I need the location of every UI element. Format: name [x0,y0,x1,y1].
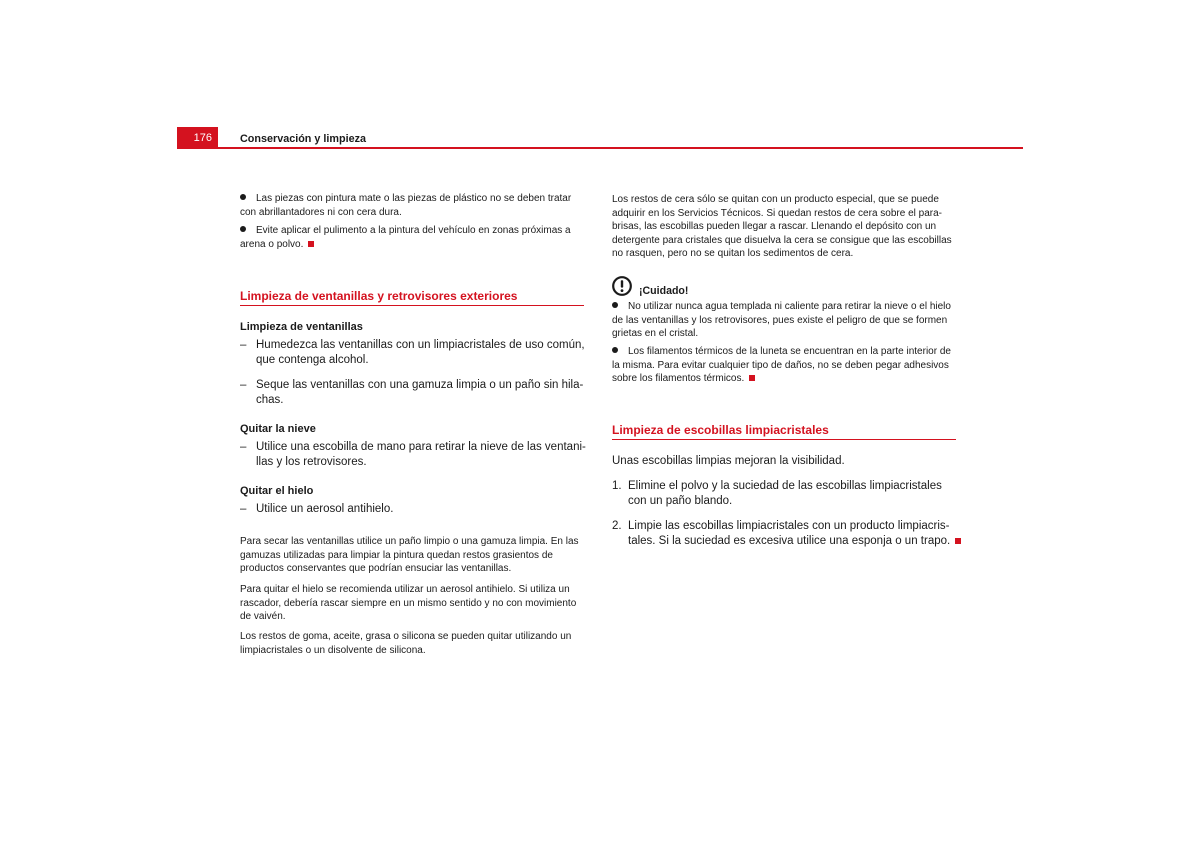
numbered-step [612,479,942,509]
bullet-dot-icon [240,194,246,200]
dash-marker: – [240,441,247,453]
section-intro: Unas escobillas limpias mejoran la visibilidad. [612,455,845,467]
note-paragraph: Para secar las ventanillas utilice un paño limpio o una gamuza limpia. En las gamuzas utilizadas para limpiar la pintura quedan restos grasientos de productos conservantes que podrían ensuciar las ventanillas. [240,536,579,575]
step-text: Utilice una escobilla de mano para retirar la nieve de las ventani- llas y los retrovisores. [256,441,586,468]
bullet-dot-icon [612,347,618,353]
caution-text: No utilizar nunca agua templada ni caliente para retirar la nieve o el hielo de las ventanillas y los retrovisores, pues existe el peligro de que se formen grietas en el cristal. [612,301,951,340]
step-text: Seque las ventanillas con una gamuza limpia o un paño sin hila- chas. [256,379,584,406]
dash-marker: – [240,379,247,391]
chapter-title: Conservación y limpieza [240,133,367,145]
note-paragraph: Los restos de goma, aceite, grasa o silicona se pueden quitar utilizando un limpiacristales o un disolvente de silicona. [240,631,572,656]
step-text: Utilice un aerosol antihielo. [256,503,394,515]
page-number: 176 [193,132,212,144]
end-of-section-square-icon [308,241,314,247]
subsection-title: Limpieza de ventanillas [240,321,363,333]
subsection-title: Quitar la nieve [240,423,316,435]
left-column [240,0,584,848]
page-number-badge [177,127,218,148]
step-number: 1. [612,480,622,492]
step-text: Elimine el polvo y la suciedad de las escobillas limpiacristales con un paño blando. [628,480,942,507]
exclamation-circle-icon [612,276,632,296]
caution-item [612,345,951,386]
dash-list-item [240,378,583,408]
section-heading: Limpieza de escobillas limpiacristales [612,423,956,440]
bullet-dot-icon [612,302,618,308]
bullet-text: Las piezas con pintura mate o las piezas de plástico no se deben tratar con abrillantadores ni con cera dura. [240,193,572,218]
bullet-item [240,224,571,251]
step-text-wrapper [628,519,961,549]
dash-marker: – [240,339,247,351]
dash-list-item [240,440,586,470]
bullet-dot-icon [240,226,246,232]
end-of-section-square-icon [749,375,755,381]
step-text: Limpie las escobillas limpiacristales con un producto limpiacris- tales. Si la suciedad es excesiva utilice una esponja o un trapo. [628,520,951,547]
section-heading: Limpieza de ventanillas y retrovisores exteriores [240,289,584,306]
numbered-step [612,519,961,549]
dash-marker: – [240,503,247,515]
subsection-title: Quitar el hielo [240,485,314,497]
step-number: 2. [612,520,622,532]
caution-item [612,300,951,341]
caution-title: ¡Cuidado! [639,285,689,297]
step-text: Humedezca las ventanillas con un limpiacristales de uso común, que contenga alcohol. [256,339,585,366]
caution-text: Los filamentos térmicos de la luneta se encuentran en la parte interior de la misma. Para evitar cualquier tipo de daños, no se deben pegar adhesivos sobre los filamentos térmicos. [612,346,951,385]
bullet-text: Evite aplicar el pulimento a la pintura del vehículo en zonas próximas a arena o polvo. [240,225,571,250]
wax-note-paragraph: Los restos de cera sólo se quitan con un producto especial, que se puede adquirir en los Servicios Técnicos. Si quedan restos de cera sobre el para- brisas, las escobillas pueden llegar a rascar. Llenando el depósito con un detergente para cristales que disuelva la cera se consigue que las escobillas no rasquen, pero no se quitan los sedimentos de cera. [612,194,952,260]
note-paragraph: Para quitar el hielo se recomienda utilizar un aerosol antihielo. Si utiliza un rascador, debería rascar siempre en un mismo sentido y no con movimiento de vaivén. [240,584,577,623]
bullet-item [240,192,571,219]
dash-list-item [240,502,393,517]
right-column [612,0,956,848]
end-of-section-square-icon [955,538,961,544]
dash-list-item [240,338,585,368]
